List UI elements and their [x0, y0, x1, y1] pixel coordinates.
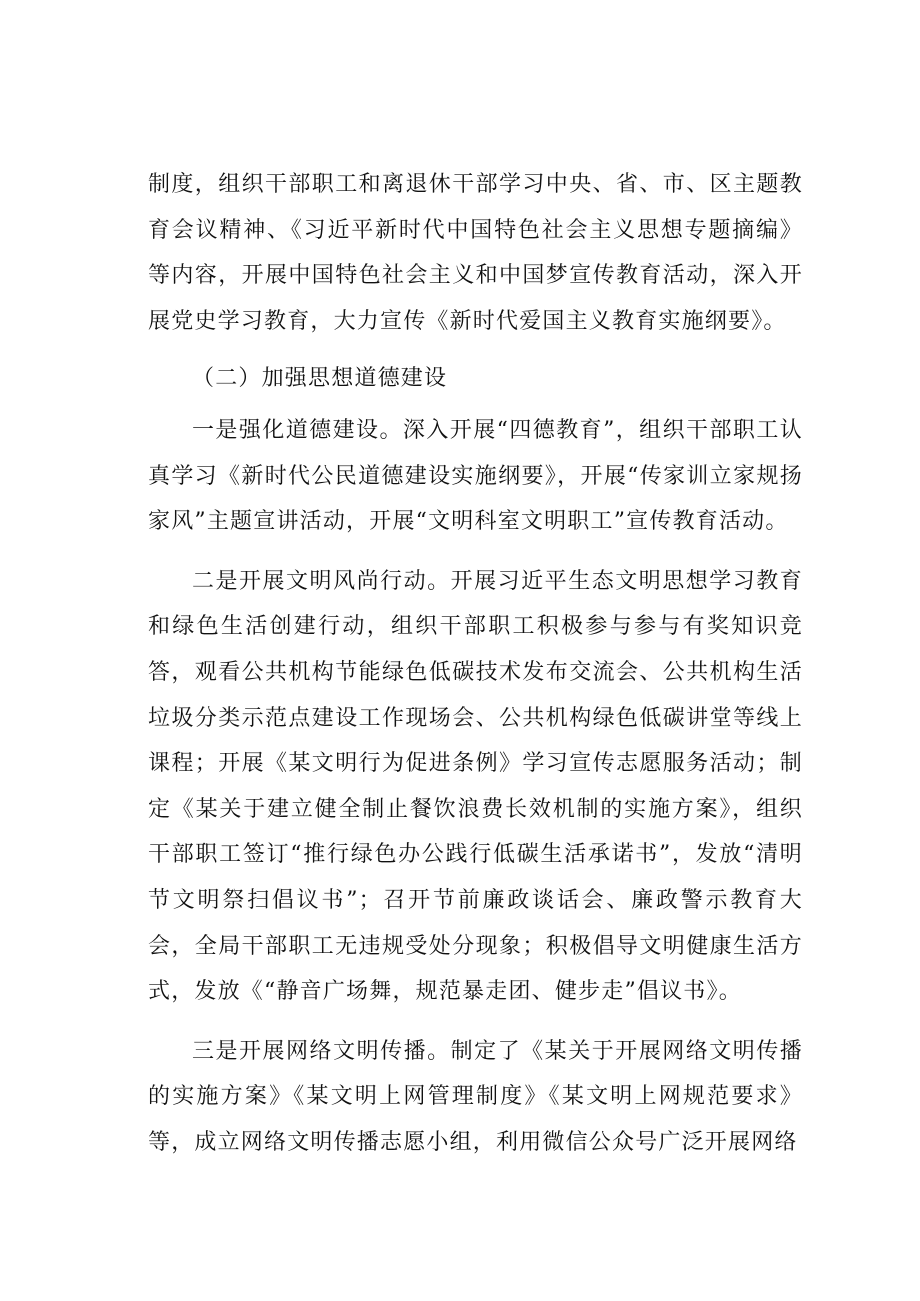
- paragraph-continuation: 制度，组织干部职工和离退休干部学习中央、省、市、区主题教育会议精神、《习近平新时代中国特色社会主义思想专题摘编》等内容，开展中国特色社会主义和中国梦宣传教育活动，深入开展党史学习教育，大力宣传《新时代爱国主义教育实施纲要》。: [148, 172, 803, 334]
- paragraph-civilized-custom: 二是开展文明风尚行动。开展习近平生态文明思想学习教育和绿色生活创建行动，组织干部职工积极参与参与有奖知识竞答，观看公共机构节能绿色低碳技术发布交流会、公共机构生活垃圾分类示范点建设工作现场会、公共机构绿色低碳讲堂等线上课程；开展《某文明行为促进条例》学习宣传志愿服务活动；制定《某关于建立健全制止餐饮浪费长效机制的实施方案》，组织干部职工签订“推行绿色办公践行低碳生活承诺书”，发放“清明节文明祭扫倡议书”；召开节前廉政谈话会、廉政警示教育大会，全局干部职工无违规受处分现象；积极倡导文明健康生活方式，发放《“静音广场舞，规范暴走团、健步走”倡议书》。: [148, 568, 803, 1005]
- section-heading: （二）加强思想道德建设: [192, 366, 448, 392]
- paragraph-online-civility: 三是开展网络文明传播。制定了《某关于开展网络文明传播的实施方案》《某文明上网管理制度》《某文明上网规范要求》等，成立网络文明传播志愿小组，利用微信公众号广泛开展网络: [148, 1038, 803, 1155]
- paragraph-moral-building: 一是强化道德建设。深入开展“四德教育”，组织干部职工认真学习《新时代公民道德建设实施纲要》，开展“传家训立家规扬家风”主题宣讲活动，开展“文明科室文明职工”宣传教育活动。: [148, 417, 803, 535]
- document-body: [148, 162, 803, 1165]
